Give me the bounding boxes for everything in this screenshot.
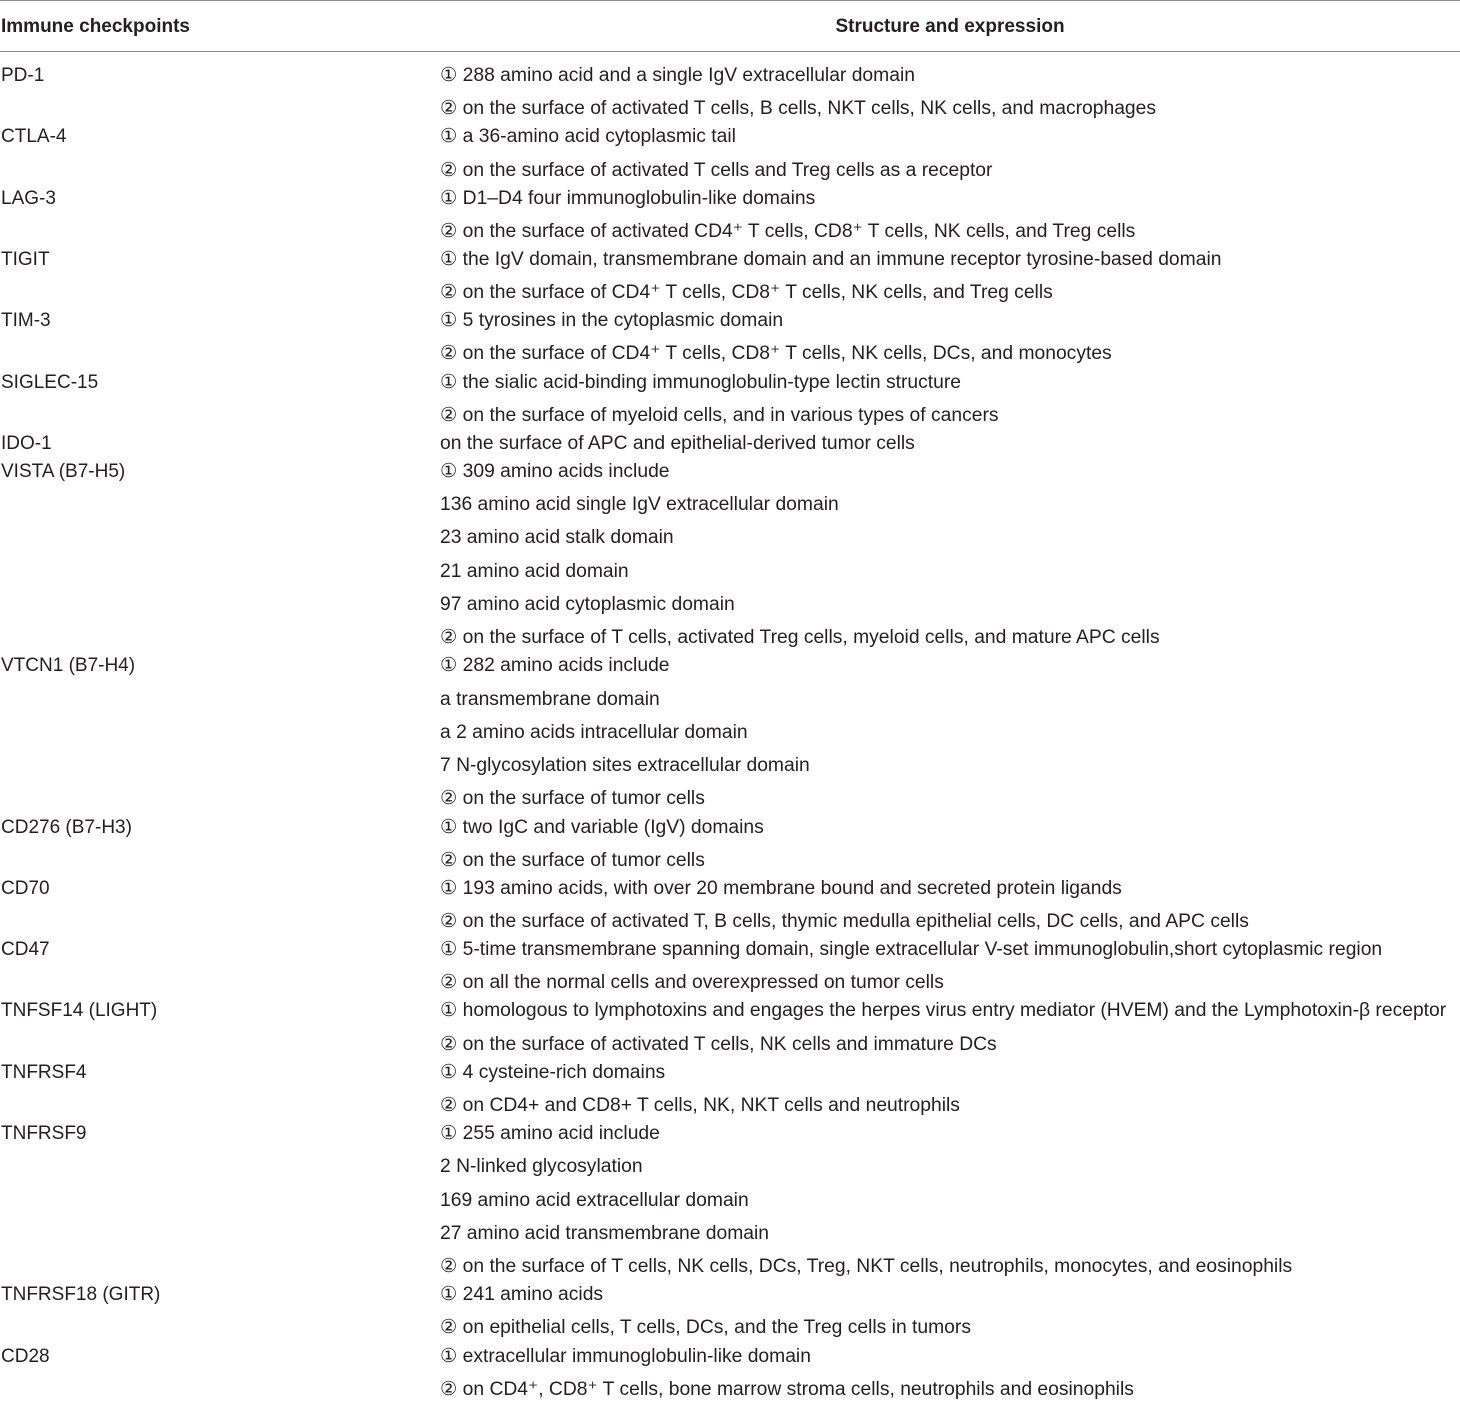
structure-expression-line: ① 4 cysteine-rich domains xyxy=(440,1061,666,1083)
structure-expression-line: ② on the surface of T cells, NK cells, DCs, Treg, NKT cells, neutrophils, monocytes, and eosinophils xyxy=(440,1256,1293,1278)
structure-expression-line: ② on the surface of activated CD4⁺ T cells, CD8⁺ T cells, NK cells, and Treg cells xyxy=(440,220,1136,242)
structure-expression-line: ① 282 amino acids include xyxy=(440,655,670,677)
structure-expression-line: ② on the surface of CD4⁺ T cells, CD8⁺ T cells, NK cells, and Treg cells xyxy=(440,282,1053,304)
structure-expression-line: ② on epithelial cells, T cells, DCs, and the Treg cells in tumors xyxy=(440,1317,971,1339)
structure-expression-line: ② on the surface of T cells, activated Treg cells, myeloid cells, and mature APC cells xyxy=(440,627,1160,649)
checkpoint-name: CD276 (B7-H3) xyxy=(1,816,132,838)
structure-expression-line: 23 amino acid stalk domain xyxy=(440,527,674,549)
checkpoint-name: TNFRSF18 (GITR) xyxy=(1,1284,161,1306)
checkpoint-name: TIM-3 xyxy=(1,310,51,332)
structure-expression-line: ② on all the normal cells and overexpressed on tumor cells xyxy=(440,972,944,994)
checkpoint-name: SIGLEC-15 xyxy=(1,371,99,393)
header-structure-and-expression: Structure and expression xyxy=(835,16,1065,37)
structure-expression-line: 169 amino acid extracellular domain xyxy=(440,1189,749,1211)
checkpoint-name: CD28 xyxy=(1,1345,50,1367)
structure-expression-line: ② on the surface of activated T cells, NK cells and immature DCs xyxy=(440,1033,997,1055)
structure-expression-line: ② on the surface of activated T, B cells, thymic medulla epithelial cells, DC cells, and APC cells xyxy=(440,911,1249,933)
structure-expression-line: ② on the surface of activated T cells, B cells, NKT cells, NK cells, and macrophages xyxy=(440,98,1157,120)
checkpoint-name: TNFRSF9 xyxy=(1,1123,87,1144)
structure-expression-line: ① the sialic acid-binding immunoglobulin-type lectin structure xyxy=(440,371,961,393)
checkpoint-name: IDO-1 xyxy=(1,432,52,454)
structure-expression-line: ① two IgC and variable (IgV) domains xyxy=(440,816,764,838)
header-immune-checkpoints: Immune checkpoints xyxy=(1,16,190,37)
structure-expression-line: ① 309 amino acids include xyxy=(440,460,670,482)
structure-expression-line: 136 amino acid single IgV extracellular domain xyxy=(440,494,839,516)
structure-expression-line: 21 amino acid domain xyxy=(440,560,629,582)
checkpoint-name: LAG-3 xyxy=(1,187,56,209)
structure-expression-line: a 2 amino acids intracellular domain xyxy=(440,721,748,743)
structure-expression-line: ② on CD4⁺, CD8⁺ T cells, bone marrow stroma cells, neutrophils and eosinophils xyxy=(440,1378,1134,1400)
structure-expression-line: ② on CD4+ and CD8+ T cells, NK, NKT cells and neutrophils xyxy=(440,1094,960,1116)
structure-expression-line: ② on the surface of activated T cells and Treg cells as a receptor xyxy=(440,159,993,181)
checkpoint-name: TNFRSF4 xyxy=(1,1061,87,1083)
structure-expression-line: 7 N-glycosylation sites extracellular domain xyxy=(440,755,810,777)
structure-expression-line: ② on the surface of CD4⁺ T cells, CD8⁺ T cells, NK cells, DCs, and monocytes xyxy=(440,343,1112,365)
checkpoint-name: TNFSF14 (LIGHT) xyxy=(1,1000,158,1022)
structure-expression-line: ① 5-time transmembrane spanning domain, single extracellular V-set immunoglobulin,short cytoplasmic region xyxy=(440,939,1383,961)
structure-expression-line: ① the IgV domain, transmembrane domain and an immune receptor tyrosine-based domain xyxy=(440,248,1222,270)
structure-expression-line: ① 241 amino acids xyxy=(440,1284,604,1306)
checkpoint-name: VTCN1 (B7-H4) xyxy=(1,655,136,677)
checkpoint-name: VISTA (B7-H5) xyxy=(1,460,126,482)
structure-expression-line: on the surface of APC and epithelial-derived tumor cells xyxy=(440,432,915,454)
structure-expression-line: 97 amino acid cytoplasmic domain xyxy=(440,593,735,615)
structure-expression-line: ① 288 amino acid and a single IgV extracellular domain xyxy=(440,65,915,86)
structure-expression-line: ② on the surface of myeloid cells, and in various types of cancers xyxy=(440,404,999,426)
structure-expression-line: ① 193 amino acids, with over 20 membrane bound and secreted protein ligands xyxy=(440,877,1122,899)
checkpoint-name: CD47 xyxy=(1,939,50,961)
structure-expression-line: a transmembrane domain xyxy=(440,688,660,710)
structure-expression-line: ② on the surface of tumor cells xyxy=(440,849,705,871)
structure-expression-line: ① D1–D4 four immunoglobulin-like domains xyxy=(440,187,816,209)
structure-expression-line: ① homologous to lymphotoxins and engages the herpes virus entry mediator (HVEM) and the Lymphotoxin-β receptor xyxy=(440,1000,1447,1022)
structure-expression-line: ① a 36-amino acid cytoplasmic tail xyxy=(440,126,736,148)
structure-expression-line: ① 255 amino acid include xyxy=(440,1123,660,1144)
structure-expression-line: 2 N-linked glycosylation xyxy=(440,1156,643,1178)
structure-expression-line: ② on the surface of tumor cells xyxy=(440,788,705,810)
structure-expression-line: ① extracellular immunoglobulin-like domain xyxy=(440,1345,811,1367)
checkpoint-name: CTLA-4 xyxy=(1,126,67,148)
checkpoint-name: PD-1 xyxy=(1,65,45,86)
checkpoint-name: CD70 xyxy=(1,877,50,899)
structure-expression-line: ① 5 tyrosines in the cytoplasmic domain xyxy=(440,310,784,332)
structure-expression-line: 27 amino acid transmembrane domain xyxy=(440,1222,770,1244)
checkpoint-name: TIGIT xyxy=(1,248,50,270)
